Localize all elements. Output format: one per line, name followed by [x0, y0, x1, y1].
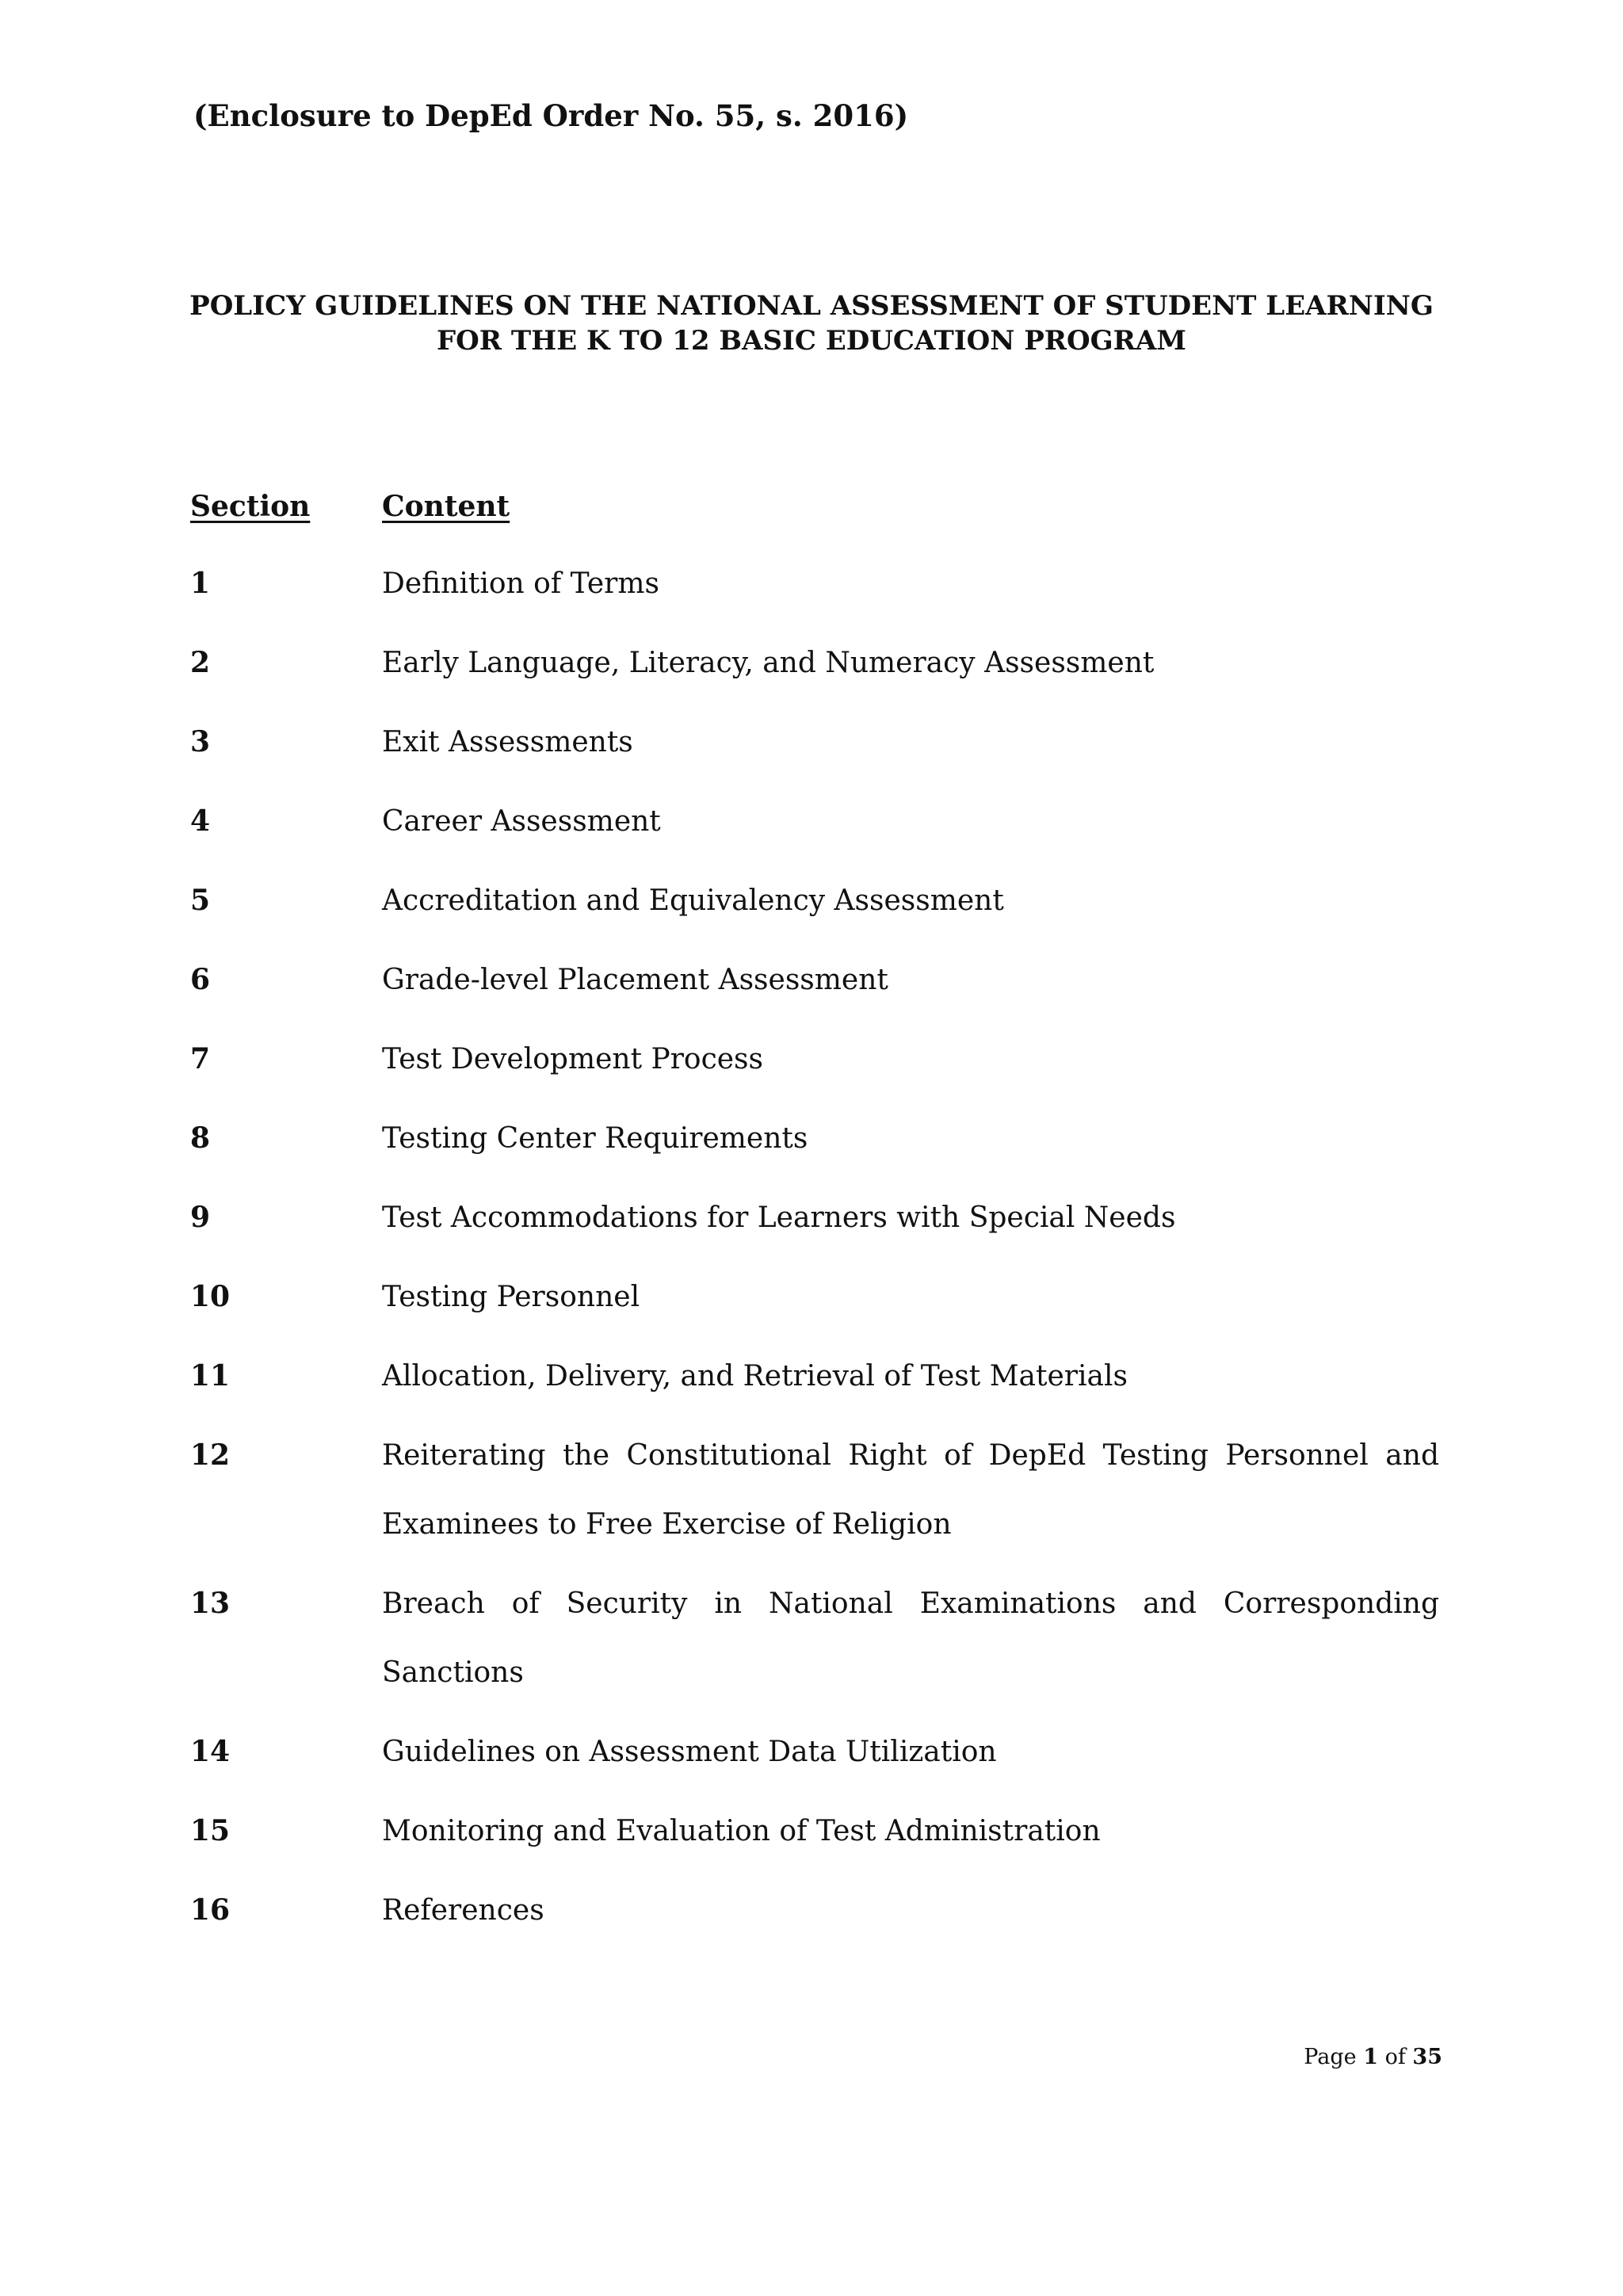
toc-section-number: 9 [190, 1201, 211, 1234]
toc-section-title: Guidelines on Assessment Data Utilization [382, 1736, 997, 1768]
toc-row [190, 797, 1439, 856]
toc-section-title: Definition of Terms [382, 567, 659, 600]
document-title [127, 288, 1496, 358]
toc-section-title: Accreditation and Equivalency Assessment [382, 884, 1004, 917]
toc-section-number: 15 [190, 1814, 231, 1847]
toc-section-number: 12 [190, 1438, 231, 1472]
toc-section-title: Grade-level Placement Assessment [382, 964, 888, 996]
toc-section-title: Breach of Security in National Examinations and Corresponding Sanctions [382, 1587, 1439, 1689]
toc-header [190, 490, 1439, 539]
toc-row [190, 1579, 1439, 1707]
toc-section-title: Career Assessment [382, 805, 661, 838]
toc-section-title: References [382, 1894, 544, 1927]
current-page-number: 1 [1363, 2045, 1378, 2069]
toc-section-number: 8 [190, 1121, 211, 1155]
toc-row [190, 1272, 1439, 1331]
table-of-contents [190, 490, 1439, 1945]
of-label: of [1384, 2045, 1406, 2069]
toc-section-number: 2 [190, 646, 211, 679]
toc-section-number: 13 [190, 1587, 231, 1620]
toc-row [190, 1114, 1439, 1173]
toc-section-number: 11 [190, 1359, 231, 1392]
toc-row [190, 638, 1439, 697]
toc-row [190, 876, 1439, 935]
toc-row [190, 1885, 1439, 1945]
toc-header-section: Section [190, 490, 311, 523]
title-line-1: POLICY GUIDELINES ON THE NATIONAL ASSESSMENT OF STUDENT LEARNING [189, 290, 1434, 322]
toc-section-number: 3 [190, 725, 211, 758]
toc-section-number: 5 [190, 884, 211, 917]
toc-section-title: Exit Assessments [382, 726, 633, 758]
toc-row [190, 1034, 1439, 1094]
toc-row [190, 1806, 1439, 1866]
page-label: Page [1304, 2045, 1357, 2069]
toc-row [190, 559, 1439, 618]
title-line-2: FOR THE K TO 12 BASIC EDUCATION PROGRAM [437, 325, 1186, 357]
toc-row [190, 717, 1439, 777]
page-footer [1304, 2045, 1442, 2069]
toc-section-title: Allocation, Delivery, and Retrieval of Test Materials [382, 1360, 1128, 1392]
toc-row [190, 1193, 1439, 1252]
enclosure-note: (Enclosure to DepEd Order No. 55, s. 2016) [193, 98, 909, 133]
toc-section-title: Reiterating the Constitutional Right of DepEd Testing Personnel and Examinees to Free Exercise of Religion [382, 1439, 1439, 1541]
toc-section-title: Test Accommodations for Learners with Special Needs [382, 1201, 1176, 1234]
toc-section-number: 7 [190, 1042, 211, 1075]
toc-row [190, 1431, 1439, 1559]
toc-section-title: Testing Center Requirements [382, 1122, 808, 1155]
toc-section-title: Monitoring and Evaluation of Test Administration [382, 1815, 1101, 1847]
toc-row [190, 955, 1439, 1014]
toc-section-number: 1 [190, 567, 211, 600]
toc-header-content: Content [382, 490, 510, 523]
toc-section-title: Testing Personnel [382, 1281, 640, 1313]
toc-section-number: 4 [190, 804, 211, 838]
toc-section-number: 16 [190, 1893, 231, 1927]
toc-row [190, 1351, 1439, 1411]
toc-section-number: 6 [190, 963, 211, 996]
toc-section-number: 14 [190, 1735, 231, 1768]
toc-section-number: 10 [190, 1280, 231, 1313]
toc-row [190, 1727, 1439, 1786]
toc-section-title: Test Development Process [382, 1043, 764, 1075]
toc-section-title: Early Language, Literacy, and Numeracy Assessment [382, 647, 1155, 679]
total-page-count: 35 [1412, 2045, 1442, 2069]
